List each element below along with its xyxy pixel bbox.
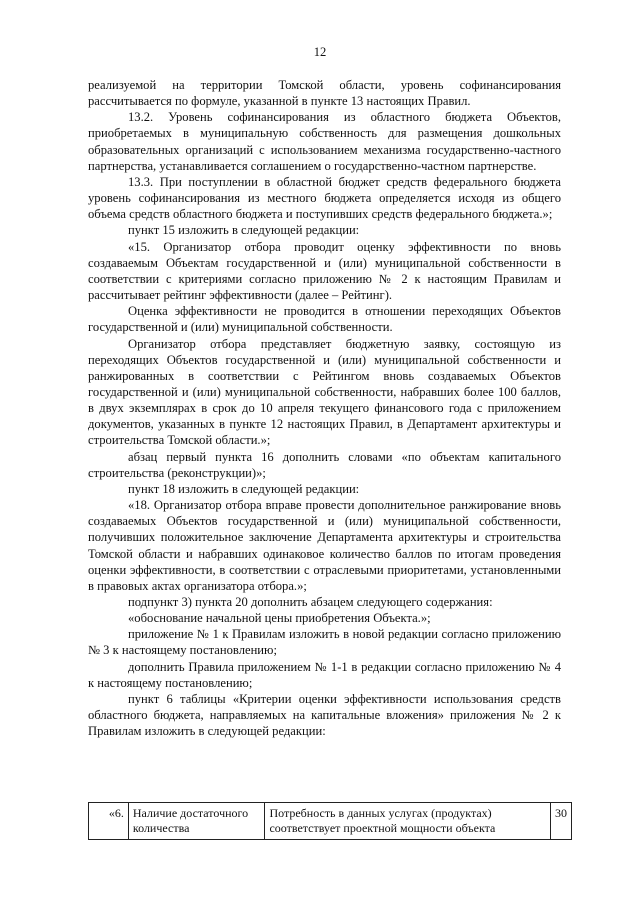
- paragraph: пункт 15 изложить в следующей редакции:: [128, 223, 360, 238]
- criterion-description-cell: Потребность в данных услугах (продуктах) соответствует проектной мощности объекта: [265, 803, 551, 840]
- criterion-number-cell: «6.: [89, 803, 129, 840]
- paragraph: реализуемой на территории Томской области, уровень софинансирования рассчитывается по формуле, указанной в пункте 13 настоящих Правил.: [88, 78, 561, 109]
- paragraph: 13.2. Уровень софинансирования из областного бюджета Объектов, приобретаемых в муниципальную собственность для размещения дошкольных образовательных организаций с использованием механизма государственно-частного партнерства, устанавливается соглашением о государственно-частном партнерстве.: [88, 110, 561, 173]
- paragraph: «обоснование начальной цены приобретения Объекта.»;: [128, 611, 431, 626]
- criterion-score-cell: 30: [551, 803, 572, 840]
- paragraph: приложение № 1 к Правилам изложить в новой редакции согласно приложению № 3 к настоящему постановлению;: [88, 627, 561, 658]
- paragraph: пункт 18 изложить в следующей редакции:: [128, 481, 360, 496]
- document-body: [88, 77, 561, 739]
- paragraph: Оценка эффективности не проводится в отношении переходящих Объектов государственной и (или) муниципальной собственности.: [88, 304, 561, 335]
- paragraph: Организатор отбора представляет бюджетную заявку, состоящую из переходящих Объектов государственной и (или) муниципальной собственности и ранжированных в соответствии с Рейтингом вновь создаваемых Объектов государственной и (или) муниципальной собственности, набравших более 100 баллов, в двух экземплярах в срок до 10 апреля текущего финансового года с приложением документов, указанных в пункте 12 настоящих Правил, в Департамент архитектуры и строительства Томской области.»;: [88, 336, 561, 448]
- table-row: [89, 803, 572, 840]
- criterion-name-cell: Наличие достаточного количества: [128, 803, 265, 840]
- page-number: 12: [313, 45, 327, 59]
- paragraph: дополнить Правила приложением № 1-1 в редакции согласно приложению № 4 к настоящему постановлению;: [88, 659, 561, 690]
- paragraph: подпункт 3) пункта 20 дополнить абзацем следующего содержания:: [128, 595, 493, 609]
- paragraph: пункт 6 таблицы «Критерии оценки эффективности использования средств областного бюджета, направляемых на капитальные вложения» приложения № 2 к Правилам изложить в следующей редакции:: [88, 691, 561, 739]
- criteria-table: [88, 802, 572, 840]
- paragraph: «15. Организатор отбора проводит оценку эффективности по вновь создаваемым Объектам государственной и (или) муниципальной собственности в соответствии с критериями согласно приложению № 2 к настоящим Правилам и рассчитывает рейтинг эффективности (далее – Рейтинг).: [88, 239, 561, 303]
- paragraph: 13.3. При поступлении в областной бюджет средств федерального бюджета уровень софинансирования из местного бюджета определяется исходя из общего объема средств областного бюджета и поступивших средств федерального бюджета.»;: [88, 174, 561, 222]
- paragraph: абзац первый пункта 16 дополнить словами «по объектам капитального строительства (реконструкции)»;: [88, 449, 561, 480]
- paragraph: «18. Организатор отбора вправе провести дополнительное ранжирование вновь создаваемых Объектов государственной и (или) муниципальной собственности, получивших положительное заключение Департамента архитектуры и строительства Томской области и набравших одинаковое количество баллов по итогам проведения оценки эффективности, в соответствии с отраслевыми приоритетами, установленными в правовых актах организатора отбора.»;: [88, 498, 561, 593]
